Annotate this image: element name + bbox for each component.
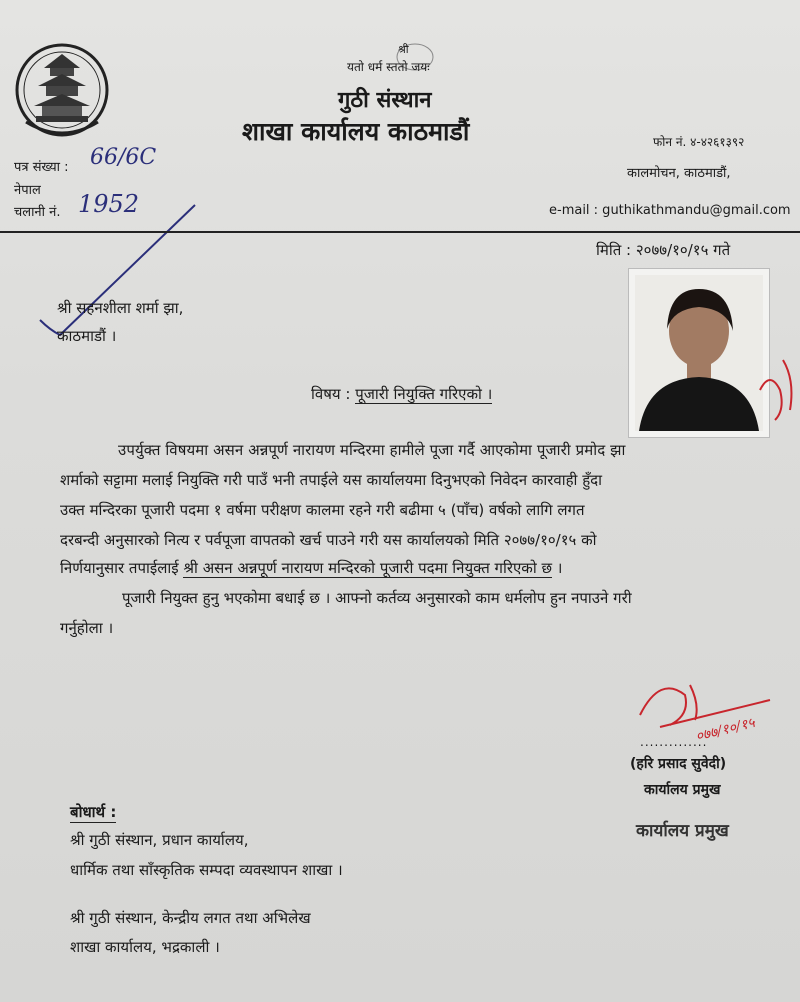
letter-number-label: पत्र संख्या : bbox=[14, 160, 69, 175]
cc-line-2: धार्मिक तथा साँस्कृतिक सम्पदा व्यवस्थापन शाखा । bbox=[70, 861, 343, 879]
temple-emblem-logo bbox=[14, 40, 110, 140]
recipient-name: श्री सहनशीला शर्मा झा, bbox=[57, 299, 184, 317]
recipient-city: काठमाडौं । bbox=[57, 327, 117, 345]
paragraph-2-line-2: गर्नुहोला । bbox=[60, 619, 114, 637]
office-address: कालमोचन, काठमाडौं, bbox=[627, 166, 731, 181]
cc-line-1: श्री गुठी संस्थान, प्रधान कार्यालय, bbox=[70, 831, 249, 849]
email-address: e-mail : guthikathmandu@gmail.com bbox=[549, 203, 791, 218]
paragraph-1-line-2: शर्माको सट्टामा मलाई नियुक्ति गरी पाउँ भनी तपाईले यस कार्यालयमा दिनुभएको निवेदन कारवाही हुँदा bbox=[60, 471, 603, 489]
recipient-photo bbox=[628, 268, 770, 438]
side-signature-scribble bbox=[755, 350, 800, 430]
subject-line bbox=[311, 384, 492, 404]
signatory-title: कार्यालय प्रमुख bbox=[644, 782, 721, 798]
dispatch-number-value: 1952 bbox=[78, 190, 140, 218]
header-divider bbox=[0, 231, 800, 233]
office-name: शाखा कार्यालय काठमाडौं bbox=[242, 117, 470, 146]
signatory-name: (हरि प्रसाद सुवेदी) bbox=[630, 756, 727, 772]
paragraph-1-line-5-start: निर्णयानुसार तपाईलाई bbox=[60, 559, 179, 577]
subject-label: विषय : bbox=[311, 385, 351, 403]
cc-label: बोधार्थ : bbox=[70, 803, 117, 821]
signature-dots: .............. bbox=[640, 735, 708, 749]
letter-number-value: 66/6C bbox=[90, 145, 157, 170]
paragraph-2-line-1: पूजारी नियुक्त हुनु भएकोमा बधाई छ । आफ्नो कर्तव्य अनुसारको काम धर्मलोप हुन नपाउने गरी bbox=[122, 589, 632, 607]
dispatch-number-label: चलानी नं. bbox=[14, 205, 61, 220]
portrait-image bbox=[629, 269, 769, 437]
handwritten-checkmark bbox=[30, 200, 200, 340]
cc-line-3: श्री गुठी संस्थान, केन्द्रीय लगत तथा अभिलेख bbox=[70, 909, 311, 927]
letter-date: मिति : २०७७/१०/१५ गते bbox=[596, 241, 731, 259]
title-stamp: कार्यालय प्रमुख bbox=[636, 821, 729, 841]
header-motto-shri: श्री bbox=[398, 43, 409, 56]
cc-line-4: शाखा कार्यालय, भद्रकाली । bbox=[70, 938, 220, 956]
country-label: नेपाल bbox=[14, 183, 41, 198]
paragraph-1-line-1: उपर्युक्त विषयमा असन अन्नपूर्ण नारायण मन्दिरमा हामीले पूजा गर्दै आएकोमा पूजारी प्रमोद झा bbox=[118, 441, 626, 459]
paragraph-1-line-5 bbox=[60, 558, 562, 578]
header-motto: यतो धर्म स्ततो जयः bbox=[347, 60, 430, 74]
paragraph-1-line-3: उक्त मन्दिरका पूजारी पदमा १ वर्षमा परीक्षण कालमा रहने गरी बढीमा ५ (पाँच) वर्षको लागि लगत bbox=[60, 501, 585, 519]
signature-date: ०७७/१०/१५ bbox=[694, 714, 757, 746]
paragraph-1-line-5-end: । bbox=[556, 559, 563, 577]
subject-text: पूजारी नियुक्ति गरिएको । bbox=[355, 385, 493, 403]
phone-number: फोन नं. ४-४२६१३९२ bbox=[653, 135, 745, 149]
paragraph-1-line-4: दरबन्दी अनुसारको नित्य र पर्वपूजा वापतको खर्च पाउने गरी यस कार्यालयको मिति २०७७/१०/१५ को bbox=[60, 531, 597, 549]
appointment-highlight: श्री असन अन्नपूर्ण नारायण मन्दिरको पूजारी पदमा नियुक्त गरिएको छ bbox=[183, 559, 552, 577]
org-name: गुठी संस्थान bbox=[338, 88, 432, 113]
